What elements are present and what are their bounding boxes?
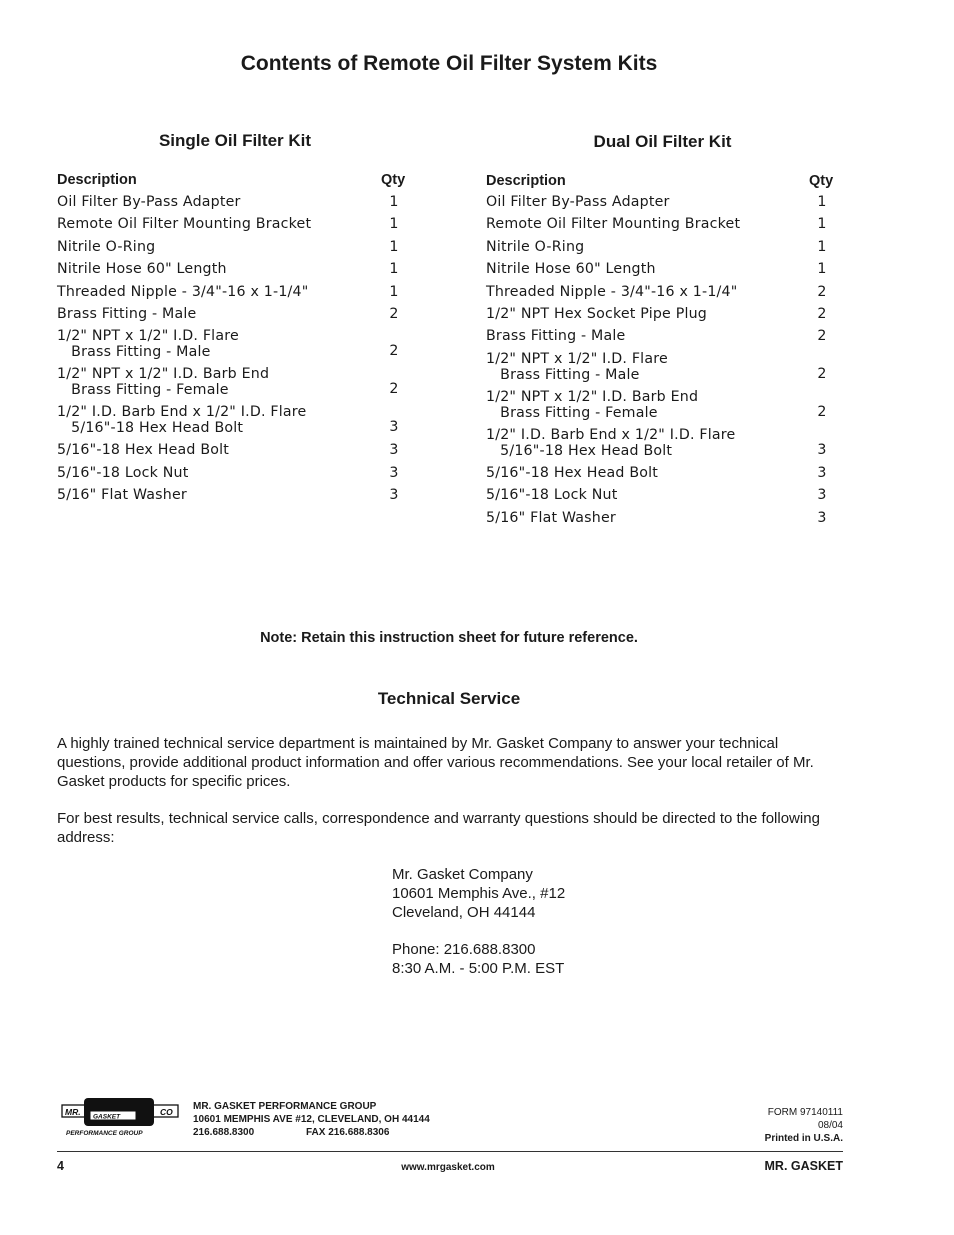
table-row	[486, 487, 832, 503]
table-row	[57, 404, 404, 436]
item-description: 5/16"-18 Lock Nut	[486, 487, 618, 504]
table-row	[57, 366, 404, 398]
footer-fax: FAX 216.688.8306	[306, 1127, 390, 1138]
item-description: Nitrile O-Ring	[486, 238, 585, 255]
dual-kit-qty-header: Qty	[809, 173, 834, 189]
item-qty: 3	[389, 487, 399, 504]
address-company: Mr. Gasket Company	[392, 866, 533, 883]
single-kit-qty-header: Qty	[381, 172, 406, 188]
table-row	[486, 261, 832, 277]
item-description: 1/2" NPT Hex Socket Pipe Plug	[486, 306, 707, 322]
table-row	[57, 194, 404, 210]
item-description: 1/2" I.D. Barb End x 1/2" I.D. Flare 5/16"-18 Hex Head Bolt	[57, 404, 307, 437]
technical-service-paragraph-1: A highly trained technical service department is maintained by Mr. Gasket Company to answer your technical questions, provide additional product information and offer various recommendations. See your local retailer of Mr. Gasket products for specific prices.	[57, 735, 814, 790]
footer-phone: 216.688.8300	[193, 1127, 255, 1138]
item-qty: 1	[389, 194, 399, 210]
logo-gasket-text: GASKET	[93, 1113, 121, 1121]
address-phone: Phone: 216.688.8300	[392, 941, 536, 958]
address-city: Cleveland, OH 44144	[392, 904, 536, 921]
table-row	[57, 465, 404, 481]
mr-gasket-logo-icon	[60, 1097, 180, 1139]
item-description: Brass Fitting - Male	[57, 306, 197, 322]
item-qty: 3	[817, 464, 827, 481]
table-row	[57, 216, 404, 232]
item-qty: 3	[389, 442, 399, 459]
item-qty: 3	[817, 441, 827, 458]
table-row	[57, 261, 404, 277]
item-description: 5/16" Flat Washer	[486, 509, 616, 526]
footer-printed: Printed in U.S.A.	[764, 1133, 843, 1144]
table-row	[486, 306, 832, 322]
item-qty: 1	[817, 261, 827, 278]
single-kit-title: Single Oil Filter Kit	[158, 131, 312, 150]
table-row	[57, 306, 404, 322]
table-row	[486, 389, 832, 421]
item-description: 5/16" Flat Washer	[57, 487, 187, 504]
item-description: Nitrile Hose 60" Length	[57, 261, 227, 278]
table-row	[486, 216, 832, 232]
item-description: Brass Fitting - Male	[486, 328, 626, 345]
table-row	[57, 442, 404, 458]
single-kit-description-header: Description	[57, 172, 137, 188]
table-row	[486, 194, 832, 210]
table-row	[486, 465, 832, 481]
item-qty: 1	[817, 238, 827, 255]
dual-kit-title: Dual Oil Filter Kit	[593, 132, 732, 151]
item-qty: 3	[389, 419, 399, 436]
item-qty: 1	[817, 194, 827, 210]
page-title: Contents of Remote Oil Filter System Kits	[240, 52, 658, 75]
item-qty: 2	[389, 343, 399, 360]
address-hours: 8:30 A.M. - 5:00 P.M. EST	[392, 960, 565, 977]
table-row	[486, 427, 832, 459]
item-qty: 2	[817, 328, 827, 345]
item-description: Threaded Nipple - 3/4"-16 x 1-1/4"	[57, 283, 309, 300]
item-description: Remote Oil Filter Mounting Bracket	[57, 216, 312, 233]
logo-co-text: CO	[160, 1107, 173, 1117]
item-qty: 2	[817, 283, 827, 300]
item-qty: 2	[817, 306, 827, 322]
dual-kit-description-header: Description	[486, 173, 566, 189]
item-qty: 3	[389, 464, 399, 481]
item-qty: 3	[817, 509, 827, 526]
item-qty: 3	[817, 487, 827, 504]
item-description: 1/2" NPT x 1/2" I.D. Barb End Brass Fitting - Female	[486, 388, 699, 421]
mr-gasket-logo	[60, 1097, 180, 1139]
item-description: Threaded Nipple - 3/4"-16 x 1-1/4"	[486, 283, 738, 300]
item-description: 1/2" NPT x 1/2" I.D. Flare Brass Fitting - Male	[57, 328, 239, 361]
item-qty: 1	[389, 216, 399, 233]
footer-form-date: 08/04	[817, 1120, 843, 1131]
item-description: 1/2" I.D. Barb End x 1/2" I.D. Flare 5/16"-18 Hex Head Bolt	[486, 426, 736, 459]
item-qty: 1	[389, 238, 399, 255]
item-description: 1/2" NPT x 1/2" I.D. Barb End Brass Fitting - Female	[57, 366, 270, 399]
item-description: 5/16"-18 Lock Nut	[57, 464, 189, 481]
table-row	[57, 284, 404, 300]
table-row	[57, 239, 404, 255]
item-qty: 2	[389, 381, 399, 398]
retain-note: Note: Retain this instruction sheet for future reference.	[260, 630, 638, 646]
logo-group-text: PERFORMANCE GROUP	[66, 1130, 143, 1137]
page-number: 4	[57, 1159, 64, 1173]
technical-service-paragraph-2: For best results, technical service calls, correspondence and warranty questions should be directed to the following address:	[57, 810, 820, 846]
item-description: Oil Filter By-Pass Adapter	[486, 194, 670, 210]
item-qty: 2	[389, 306, 399, 322]
footer-brand: MR. GASKET	[764, 1159, 843, 1173]
footer-divider	[57, 1151, 843, 1152]
item-qty: 1	[389, 283, 399, 300]
table-row	[486, 284, 832, 300]
item-qty: 2	[817, 403, 827, 420]
item-description: 5/16"-18 Hex Head Bolt	[57, 442, 230, 459]
technical-service-title: Technical Service	[377, 689, 521, 708]
table-row	[486, 328, 832, 344]
item-qty: 1	[817, 216, 827, 233]
item-description: Nitrile O-Ring	[57, 238, 156, 255]
footer-form-number: FORM 97140111	[767, 1107, 843, 1118]
table-row	[486, 239, 832, 255]
item-description: 5/16"-18 Hex Head Bolt	[486, 464, 659, 481]
footer-street: 10601 MEMPHIS AVE #12, CLEVELAND, OH 44144	[193, 1114, 430, 1125]
item-description: Nitrile Hose 60" Length	[486, 261, 656, 278]
item-qty: 1	[389, 261, 399, 278]
footer-company: MR. GASKET PERFORMANCE GROUP	[193, 1101, 377, 1112]
table-row	[57, 487, 404, 503]
item-description: Remote Oil Filter Mounting Bracket	[486, 216, 741, 233]
table-row	[486, 510, 832, 526]
table-row	[486, 351, 832, 383]
footer-website[interactable]: www.mrgasket.com	[401, 1162, 495, 1173]
table-row	[57, 328, 404, 360]
item-description: 1/2" NPT x 1/2" I.D. Flare Brass Fitting - Male	[486, 350, 668, 383]
logo-mr-text: MR.	[65, 1107, 81, 1117]
item-qty: 2	[817, 365, 827, 382]
address-street: 10601 Memphis Ave., #12	[392, 885, 566, 902]
item-description: Oil Filter By-Pass Adapter	[57, 194, 241, 210]
